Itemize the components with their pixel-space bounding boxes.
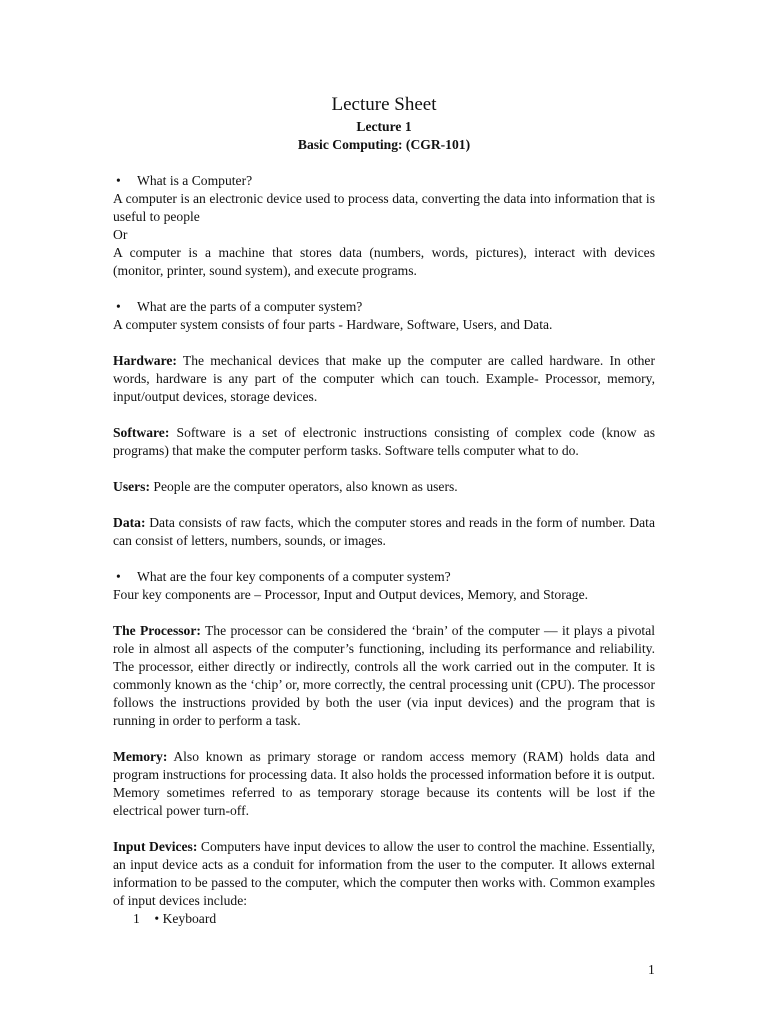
- bullet-icon: •: [116, 173, 121, 188]
- document-body: [113, 92, 655, 928]
- software-paragraph: [113, 424, 655, 460]
- memory-text: Also known as primary storage or random access memory (RAM) holds data and program instructions for processing data. It also holds the processed information before it is output. Memory sometimes referred to as temporary storage because its contents will be lost if the electrical power turn-off.: [113, 749, 655, 818]
- memory-paragraph: [113, 748, 655, 820]
- input-devices-label: Input Devices:: [113, 839, 198, 854]
- processor-paragraph: [113, 622, 655, 730]
- data-text: Data consists of raw facts, which the computer stores and reads in the form of number. Data can consist of letters, numbers, sounds, or images.: [113, 515, 655, 548]
- list-item: [113, 910, 655, 928]
- hardware-label: Hardware:: [113, 353, 177, 368]
- answer-computer-definition: A computer is an electronic device used to process data, converting the data into information that is useful to people: [113, 191, 655, 224]
- list-item-number: 1: [133, 911, 140, 926]
- software-text: Software is a set of electronic instructions consisting of complex code (know as programs) that make the computer perform tasks. Software tells computer what to do.: [113, 425, 655, 458]
- question-what-is-computer: [113, 172, 655, 190]
- data-label: Data:: [113, 515, 146, 530]
- list-item-text: • Keyboard: [154, 911, 217, 926]
- course-title: Basic Computing: (CGR-101): [297, 137, 471, 152]
- question-text: What is a Computer?: [137, 173, 253, 188]
- bullet-icon: •: [116, 299, 121, 314]
- processor-text: The processor can be considered the ‘brain’ of the computer — it plays a pivotal role in almost all aspects of the computer’s functioning, including its performance and reliability. The processor, either directly or indirectly, controls all the work carried out in the computer. It is commonly known as the ‘chip’ or, more correctly, the central processing unit (CPU). The processor follows the instructions provided by both the user (via input devices) and the program that is running in order to perform a task.: [113, 623, 656, 728]
- or-separator: Or: [113, 227, 128, 242]
- processor-label: The Processor:: [113, 623, 201, 638]
- page-number: 1: [648, 962, 655, 977]
- software-label: Software:: [113, 425, 170, 440]
- question-text: What are the four key components of a computer system?: [137, 569, 451, 584]
- input-devices-text: Computers have input devices to allow the user to control the machine. Essentially, an input device acts as a conduit for information from the user to the computer. It allows external information to be passed to the computer, which the computer then works with. Common examples of input devices include:: [113, 839, 655, 908]
- answer-parts-of-system: A computer system consists of four parts - Hardware, Software, Users, and Data.: [113, 317, 553, 332]
- hardware-paragraph: [113, 352, 655, 406]
- data-paragraph: [113, 514, 655, 550]
- answer-computer-alt-definition: A computer is a machine that stores data (numbers, words, pictures), interact with devices (monitor, printer, sound system), and execute programs.: [113, 245, 655, 278]
- question-key-components: [113, 568, 655, 586]
- bullet-icon: •: [116, 569, 121, 584]
- lecture-number: Lecture 1: [356, 119, 412, 134]
- users-text: People are the computer operators, also known as users.: [150, 479, 458, 494]
- input-devices-paragraph: [113, 838, 655, 910]
- users-label: Users:: [113, 479, 150, 494]
- document-title: Lecture Sheet: [331, 94, 437, 115]
- memory-label: Memory:: [113, 749, 168, 764]
- question-parts-of-system: [113, 298, 655, 316]
- question-text: What are the parts of a computer system?: [137, 299, 363, 314]
- hardware-text: The mechanical devices that make up the computer are called hardware. In other words, hardware is any part of the computer which can touch. Example- Processor, memory, input/output devices, storage devices.: [113, 353, 655, 404]
- answer-key-components: Four key components are – Processor, Input and Output devices, Memory, and Storage.: [113, 587, 589, 602]
- users-paragraph: [113, 478, 655, 496]
